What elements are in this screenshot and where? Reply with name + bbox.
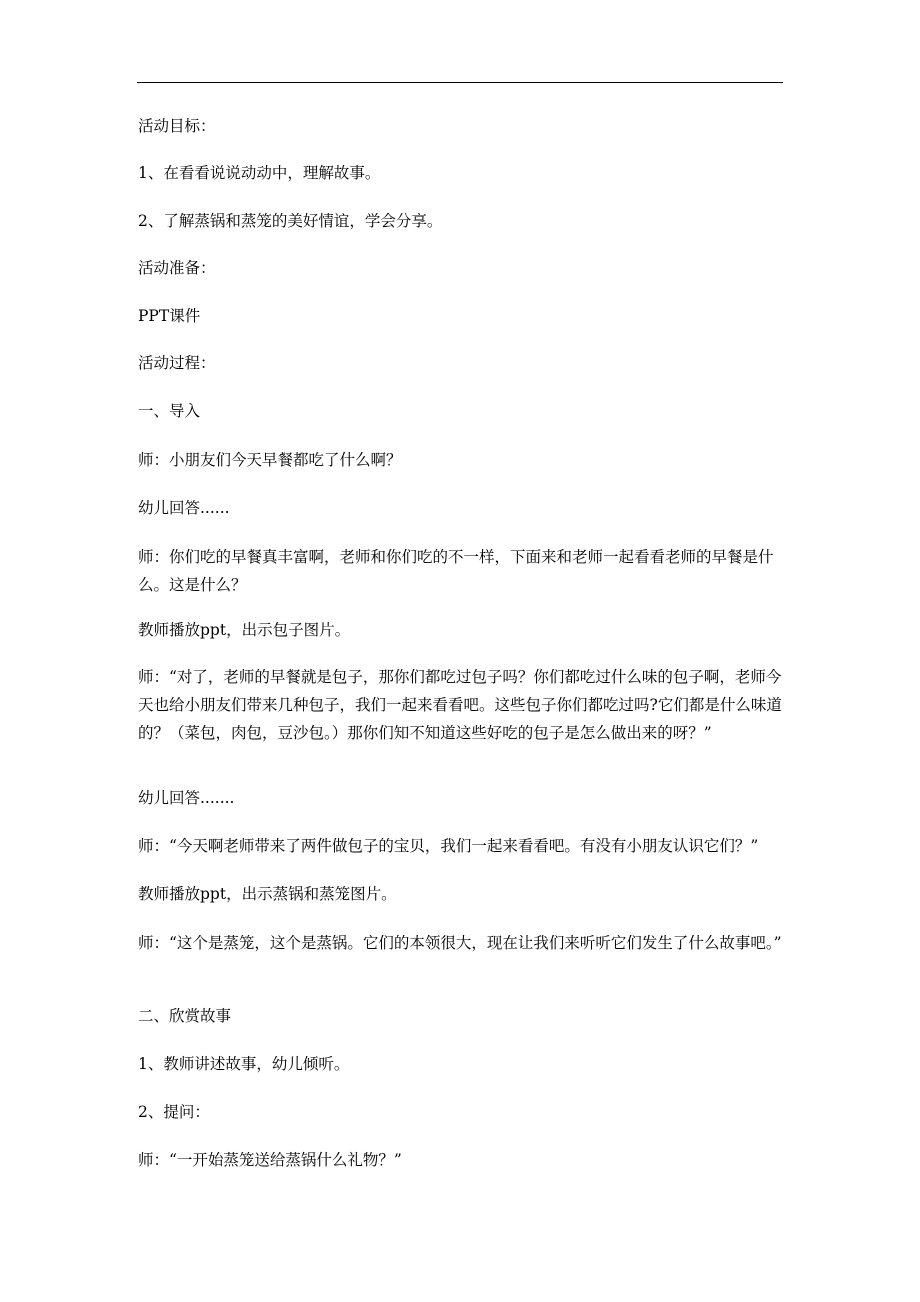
paragraph-section-2: 二、欣赏故事 <box>138 1007 232 1025</box>
paragraph-child-answer-2: 幼儿回答....... <box>138 789 235 807</box>
paragraph-teacher-4: 师：“今天啊老师带来了两件做包子的宝贝，我们一起来看看吧。有没有小朋友认识它们？” <box>138 837 759 855</box>
paragraph-story-step-1: 1、教师讲述故事，幼儿倾听。 <box>138 1055 350 1073</box>
paragraph-ppt-steamer: 教师播放ppt，出示蒸锅和蒸笼图片。 <box>138 885 397 903</box>
paragraph-teacher-2: 师：你们吃的早餐真丰富啊，老师和你们吃的不一样，下面来和老师一起看看老师的早餐是什么。这是什么？ <box>138 548 774 594</box>
header-rule <box>137 82 783 83</box>
paragraph-child-answer-1: 幼儿回答...... <box>138 499 230 517</box>
paragraph-goals-heading: 活动目标： <box>138 117 216 135</box>
paragraph-ppt-buns: 教师播放ppt，出示包子图片。 <box>138 621 351 639</box>
paragraph-teacher-5: 师：“这个是蒸笼，这个是蒸锅。它们的本领很大，现在让我们来听听它们发生了什么故事吧。” <box>138 934 782 952</box>
paragraph-goal-2: 2、了解蒸锅和蒸笼的美好情谊，学会分享。 <box>138 212 443 230</box>
paragraph-prep-ppt: PPT课件 <box>138 307 201 325</box>
paragraph-prep-heading: 活动准备： <box>138 259 216 277</box>
paragraph-section-1: 一、导入 <box>138 402 201 420</box>
paragraph-story-step-2: 2、提问： <box>138 1103 210 1121</box>
paragraph-goal-1: 1、在看看说说动动中，理解故事。 <box>138 164 381 182</box>
paragraph-process-heading: 活动过程： <box>138 354 216 372</box>
paragraph-teacher-6: 师：“一开始蒸笼送给蒸锅什么礼物？” <box>138 1151 402 1169</box>
paragraph-teacher-3: 师：“对了，老师的早餐就是包子，那你们都吃过包子吗？你们都吃过什么味的包子啊，老师今天也给小朋友们带来几种包子，我们一起来看看吧。这些包子你们都吃过吗?它们都是什么味道的？（菜包，肉包，豆沙包。）那你们知不知道这些好吃的包子是怎么做出来的呀？” <box>138 668 782 742</box>
paragraph-teacher-q1: 师：小朋友们今天早餐都吃了什么啊？ <box>138 451 402 469</box>
